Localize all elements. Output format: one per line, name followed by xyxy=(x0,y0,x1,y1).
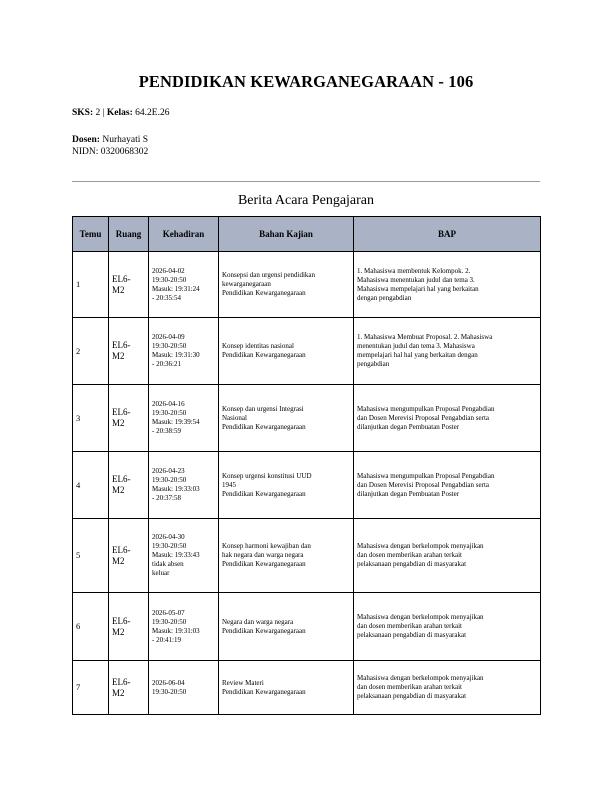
col-header-bap: BAP xyxy=(354,217,541,252)
table-row xyxy=(73,593,541,661)
lecturer-info xyxy=(72,134,148,158)
col-header-ruang: Ruang xyxy=(109,217,149,252)
cell-ruang: EL6- M2 xyxy=(109,593,149,661)
cell-bahan-kajian: Konsep dan urgensi Integrasi Nasional Pendidikan Kewarganegaraan xyxy=(219,385,354,452)
cell-bap: 1. Mahasiswa membentuk Kelompok. 2. Mahasiswa menentukan judul dan tema 3. Mahasiswa mempelajari hal yang berkaitan dengan pengabdian xyxy=(354,252,541,318)
cell-temu: 1 xyxy=(73,252,109,318)
cell-ruang: EL6- M2 xyxy=(109,661,149,715)
cell-temu: 6 xyxy=(73,593,109,661)
col-header-temu: Temu xyxy=(73,217,109,252)
cell-bap: Mahasiswa mengumpulkan Proposal Pengabdian dan Dosen Merevisi Proposal Pengabdian serta dilanjutkan degan Pembuatan Poster xyxy=(354,452,541,519)
cell-kehadiran: 2026-04-02 19:30-20:50 Masuk: 19:31:24 - 20:35:54 xyxy=(149,252,219,318)
dosen-value: Nurhayati S xyxy=(99,135,149,145)
cell-bahan-kajian: Negara dan warga negara Pendidikan Kewarganegaraan xyxy=(219,593,354,661)
course-title: PENDIDIKAN KEWARGANEGARAAN - 106 xyxy=(138,72,474,91)
sks-value: 2 | xyxy=(93,108,107,118)
divider xyxy=(72,181,540,182)
cell-kehadiran: 2026-04-16 19:30-20:50 Masuk: 19:39:54 - 20:38:59 xyxy=(149,385,219,452)
cell-temu: 7 xyxy=(73,661,109,715)
col-header-kehadiran: Kehadiran xyxy=(149,217,219,252)
table-row xyxy=(73,252,541,318)
cell-ruang: EL6- M2 xyxy=(109,519,149,593)
cell-kehadiran: 2026-04-09 19:30-20:50 Masuk: 19:31:30 - 20:36:21 xyxy=(149,318,219,385)
cell-bahan-kajian: Review Materi Pendidikan Kewarganegaraan xyxy=(219,661,354,715)
cell-kehadiran: 2026-04-30 19:30-20:50 Masuk: 19:33:43 tidak absen keluar xyxy=(149,519,219,593)
sks-label: SKS: xyxy=(72,108,94,118)
table-row xyxy=(73,318,541,385)
nidn: NIDN: 0320068302 xyxy=(72,147,149,157)
col-header-bahan-kajian: Bahan Kajian xyxy=(219,217,354,252)
dosen-label: Dosen: xyxy=(72,135,100,145)
cell-bap: Mahasiswa dengan berkelompok menyajikan dan dosen memberikan arahan terkait pelaksanaan pengabdian di masyarakat xyxy=(354,593,541,661)
cell-ruang: EL6- M2 xyxy=(109,385,149,452)
cell-bahan-kajian: Konsep urgensi konstitusi UUD 1945 Pendidikan Kewarganegaraan xyxy=(219,452,354,519)
cell-temu: 5 xyxy=(73,519,109,593)
kelas-label: Kelas: xyxy=(106,108,133,118)
course-meta xyxy=(72,108,169,118)
table-header-row xyxy=(73,217,541,252)
cell-bap: Mahasiswa dengan berkelompok menyajikan dan dosen memberikan arahan terkait pelaksanaan pengabdian di masyarakat xyxy=(354,661,541,715)
section-title: Berita Acara Pengajaran xyxy=(237,193,375,208)
cell-bahan-kajian: Konsepsi dan urgensi pendidikan kewarganegaraan Pendidikan Kewarganegaraan xyxy=(219,252,354,318)
cell-temu: 3 xyxy=(73,385,109,452)
cell-bahan-kajian: Konsep harmoni kewajiban dan hak negara dan warga negara Pendidikan Kewarganegaraan xyxy=(219,519,354,593)
cell-bap: Mahasiswa dengan berkelompok menyajikan dan dosen memberikan arahan terkait pelaksanaan pengabdian di masyarakat xyxy=(354,519,541,593)
cell-ruang: EL6- M2 xyxy=(109,452,149,519)
cell-kehadiran: 2026-06-04 19:30-20:50 xyxy=(149,661,219,715)
cell-temu: 2 xyxy=(73,318,109,385)
table-row xyxy=(73,452,541,519)
cell-bap: Mahasiswa mengumpulkan Proposal Pengabdian dan Dosen Merevisi Proposal Pengabdian serta dilanjutkan degan Pembuatan Poster xyxy=(354,385,541,452)
cell-kehadiran: 2026-04-23 19:30-20:50 Masuk: 19:33:03 - 20:37:58 xyxy=(149,452,219,519)
table-row xyxy=(73,385,541,452)
kelas-value: 64.2E.26 xyxy=(132,108,170,118)
cell-bahan-kajian: Konsep identitas nasional Pendidikan Kewarganegaraan xyxy=(219,318,354,385)
cell-bap: 1. Mahasiswa Membuat Proposal. 2. Mahasiswa menentukan judul dan tema 3. Mahasiswa mempelajari hal hal yang berkaitan dengan pengabdian xyxy=(354,318,541,385)
cell-temu: 4 xyxy=(73,452,109,519)
bap-table xyxy=(72,216,541,715)
cell-ruang: EL6- M2 xyxy=(109,252,149,318)
cell-kehadiran: 2026-05-07 19:30-20:50 Masuk: 19:31:03 - 20:41:19 xyxy=(149,593,219,661)
table-row xyxy=(73,661,541,715)
cell-ruang: EL6- M2 xyxy=(109,318,149,385)
table-row xyxy=(73,519,541,593)
